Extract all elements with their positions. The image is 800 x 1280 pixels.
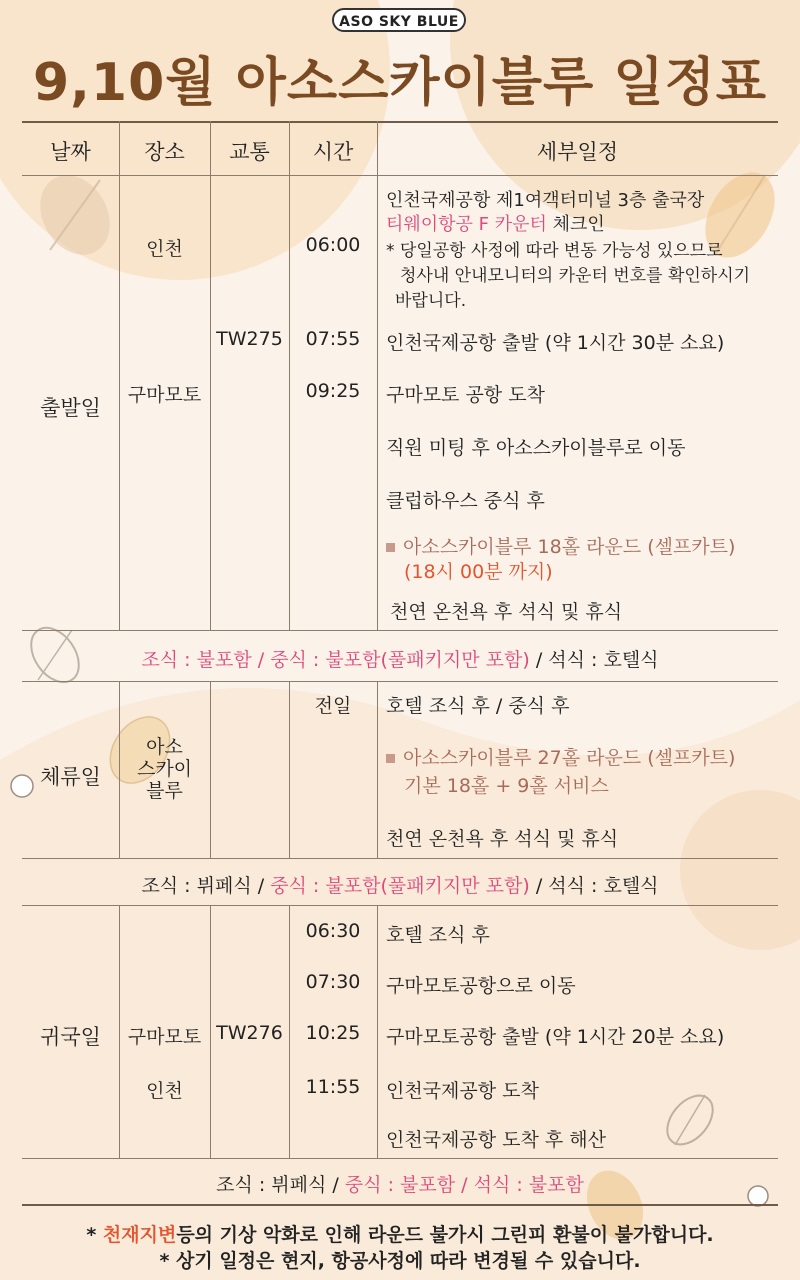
day1-round-until: (18시 00분 까지) bbox=[404, 561, 553, 583]
meal-dinner: 석식 : 호텔식 bbox=[548, 875, 659, 897]
footer-note-refund bbox=[0, 1220, 800, 1247]
day3-item: 인천국제공항 도착 bbox=[386, 1080, 539, 1102]
meal-dinner: 석식 : 불포함 bbox=[473, 1174, 584, 1196]
meal-separator: / bbox=[326, 1174, 345, 1196]
day1-note-line1: * 당일공항 사정에 따라 변동 가능성 있으므로 bbox=[386, 241, 723, 261]
day3-label: 귀국일 bbox=[40, 1025, 101, 1049]
checkin-text: 체크인 bbox=[546, 214, 605, 235]
day3-item: 구마모토공항으로 이동 bbox=[386, 975, 576, 997]
day1-note-line3: 바랍니다. bbox=[395, 291, 467, 311]
column-divider bbox=[210, 681, 211, 858]
column-divider bbox=[377, 121, 378, 630]
footer-text: 등의 기상 악화로 인해 라운드 불가시 그린피 환불이 불가합니다. bbox=[176, 1224, 714, 1246]
day1-lunch: 클럽하우스 중식 후 bbox=[386, 490, 545, 512]
day1-checkin-line2 bbox=[386, 210, 605, 236]
day2-place-line: 스카이 bbox=[136, 758, 193, 780]
header-detail: 세부일정 bbox=[536, 140, 619, 164]
day3-place-kumamoto: 구마모토 bbox=[127, 1026, 202, 1048]
meal-separator: / bbox=[529, 875, 549, 897]
row-divider bbox=[22, 681, 778, 682]
header-place: 장소 bbox=[144, 140, 185, 164]
day1-round bbox=[386, 532, 735, 559]
day2-label: 체류일 bbox=[40, 765, 101, 789]
column-divider bbox=[377, 681, 378, 858]
day2-item: 호텔 조식 후 / 중식 후 bbox=[386, 695, 570, 717]
day2-round-detail: 기본 18홀 + 9홀 서비스 bbox=[404, 775, 609, 797]
row-divider bbox=[22, 630, 778, 631]
meal-breakfast: 조식 : 불포함 bbox=[141, 649, 252, 671]
day1-round-text: 아소스카이블루 18홀 라운드 (셀프카트) bbox=[403, 536, 736, 558]
day2-evening: 천연 온천욕 후 석식 및 휴식 bbox=[386, 828, 619, 850]
day1-place-incheon: 인천 bbox=[146, 238, 183, 260]
header-date: 날짜 bbox=[50, 140, 91, 164]
day1-label: 출발일 bbox=[40, 396, 101, 420]
day1-time: 06:00 bbox=[305, 234, 361, 256]
day1-meet: 직원 미팅 후 아소스카이블루로 이동 bbox=[386, 437, 686, 459]
row-divider bbox=[22, 858, 778, 859]
day2-round bbox=[386, 743, 735, 770]
day1-arrive: 구마모토 공항 도착 bbox=[386, 384, 545, 406]
meal-lunch: 중식 : 불포함(풀패키지만 포함) bbox=[270, 875, 530, 897]
column-divider bbox=[377, 905, 378, 1158]
day1-meals bbox=[22, 645, 778, 672]
meal-breakfast: 조식 : 뷔페식 bbox=[141, 875, 252, 897]
day1-evening: 천연 온천욕 후 석식 및 휴식 bbox=[390, 601, 623, 623]
day1-checkin-line1: 인천국제공항 제1여객터미널 3층 출국장 bbox=[386, 190, 705, 211]
page-title: 9,10월 아소스카이블루 일정표 bbox=[32, 53, 768, 113]
meal-separator: / bbox=[529, 649, 549, 671]
column-divider bbox=[119, 121, 120, 630]
bullet-square-icon bbox=[386, 754, 395, 763]
footer-star: * bbox=[86, 1224, 103, 1246]
day3-item: 구마모토공항 출발 (약 1시간 20분 소요) bbox=[386, 1026, 725, 1048]
header-divider bbox=[22, 175, 778, 176]
day2-place-line: 아소 bbox=[146, 736, 183, 758]
day3-place-incheon: 인천 bbox=[146, 1080, 183, 1102]
day1-flight: TW275 bbox=[216, 328, 283, 350]
day3-time: 06:30 bbox=[305, 920, 361, 942]
day1-note-line2: 청사내 안내모니터의 카운터 번호를 확인하시기 bbox=[400, 266, 751, 286]
day2-place bbox=[119, 736, 210, 802]
table-bottom-border bbox=[22, 1204, 778, 1206]
day1-place-kumamoto: 구마모토 bbox=[127, 384, 202, 406]
header-transport: 교통 bbox=[229, 140, 270, 164]
day2-round-text: 아소스카이블루 27홀 라운드 (셀프카트) bbox=[403, 747, 736, 769]
meal-separator: / bbox=[251, 649, 271, 671]
day2-time: 전일 bbox=[314, 695, 352, 717]
day3-time: 11:55 bbox=[305, 1076, 361, 1098]
row-divider bbox=[22, 905, 778, 906]
brand-badge: ASO SKY BLUE bbox=[332, 8, 466, 32]
footer-note-change: * 상기 일정은 현지, 항공사정에 따라 변경될 수 있습니다. bbox=[159, 1250, 641, 1272]
day1-time: 09:25 bbox=[305, 380, 361, 402]
column-divider bbox=[289, 121, 290, 630]
header-time: 시간 bbox=[312, 140, 354, 164]
meal-separator: / bbox=[251, 875, 271, 897]
meal-breakfast: 조식 : 뷔페식 bbox=[216, 1174, 327, 1196]
day1-depart: 인천국제공항 출발 (약 1시간 30분 소요) bbox=[386, 332, 725, 354]
day3-flight: TW276 bbox=[216, 1022, 283, 1044]
table-top-border bbox=[22, 121, 778, 123]
meal-lunch: 중식 : 불포함 bbox=[344, 1174, 456, 1196]
day1-time: 07:55 bbox=[305, 328, 361, 350]
meal-dinner: 석식 : 호텔식 bbox=[548, 649, 659, 671]
day3-item: 호텔 조식 후 bbox=[386, 924, 490, 946]
day2-place-line: 블루 bbox=[146, 780, 183, 802]
day3-time: 10:25 bbox=[305, 1022, 361, 1044]
meal-separator: / bbox=[455, 1174, 474, 1196]
bullet-square-icon bbox=[386, 543, 395, 552]
footer-highlight: 천재지변 bbox=[102, 1224, 177, 1246]
counter-highlight: 티웨이항공 F 카운터 bbox=[386, 214, 547, 235]
day2-meals bbox=[22, 871, 778, 898]
day3-meals bbox=[22, 1170, 778, 1197]
row-divider bbox=[22, 1158, 778, 1159]
day3-item: 인천국제공항 도착 후 해산 bbox=[386, 1129, 607, 1151]
column-divider bbox=[210, 121, 211, 630]
meal-lunch: 중식 : 불포함(풀패키지만 포함) bbox=[270, 649, 530, 671]
day3-time: 07:30 bbox=[305, 971, 361, 993]
